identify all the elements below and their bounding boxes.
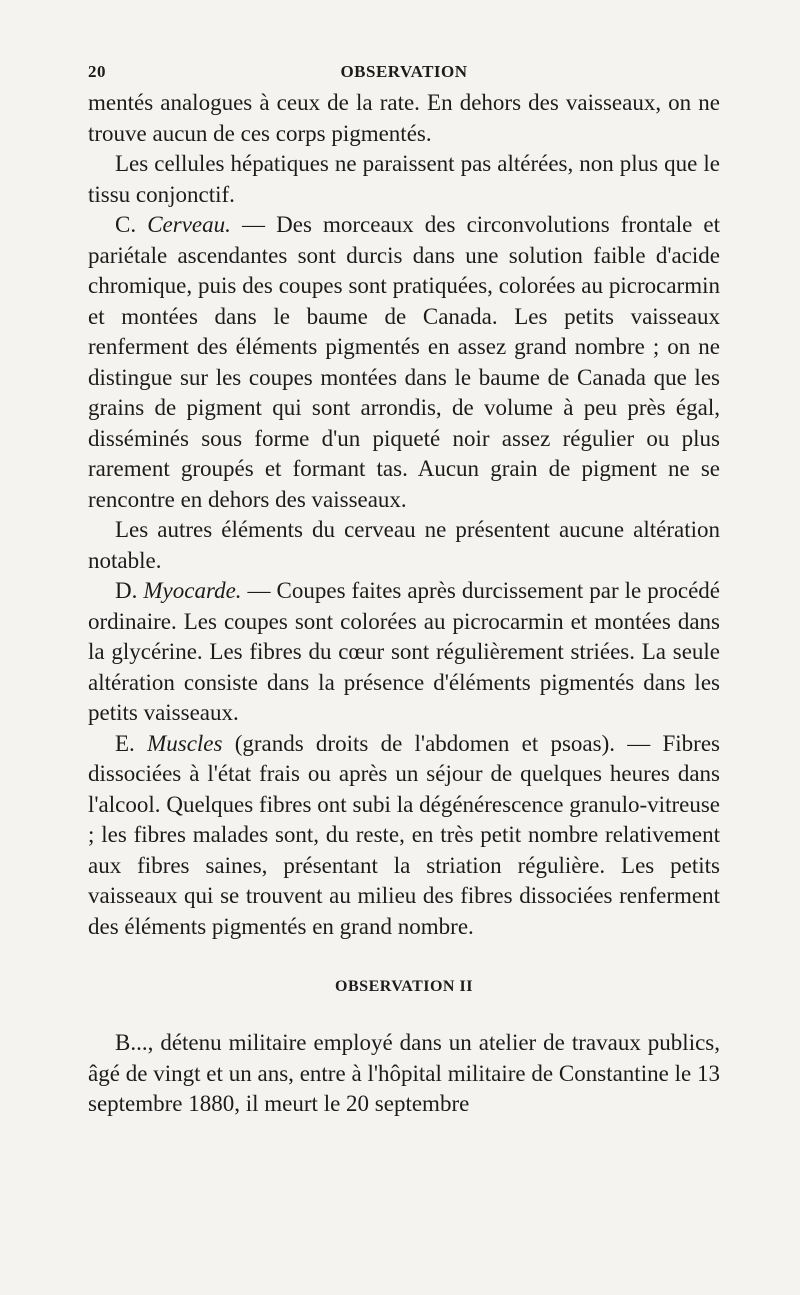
- paragraph-cerveau: [88, 210, 720, 515]
- paragraph-brain-other: Les autres éléments du cerveau ne présentent aucune altération notable.: [88, 517, 720, 573]
- section-label: E.: [115, 730, 135, 756]
- body-text: [88, 88, 720, 1120]
- section-text: — Coupes faites après durcissement par le procédé ordinaire. Les coupes sont colorées au picrocarmin et montées dans la glycérine. Les fibres du cœur sont régulièrement striées. La seule altération consiste dans la présence d'éléments pigmentés dans les petits vaisseaux.: [88, 578, 721, 725]
- paragraph-myocarde: [88, 576, 720, 729]
- section-heading: OBSERVATION II: [335, 978, 473, 995]
- paragraph-continuation: mentés analogues à ceux de la rate. En dehors des vaisseaux, on ne trouve aucun de ces corps pigmentés.: [88, 90, 720, 146]
- section-term: Muscles: [147, 730, 223, 756]
- page-header: [88, 58, 720, 88]
- running-head: OBSERVATION: [340, 62, 468, 81]
- section-term: Cerveau.: [147, 212, 231, 237]
- section-label: C.: [115, 212, 137, 237]
- paragraph-liver-cells: Les cellules hépatiques ne paraissent pas altérées, non plus que le tissu conjonctif.: [88, 151, 720, 207]
- page-number: 20: [88, 62, 106, 81]
- section-text: — Des morceaux des circonvolutions frontale et pariétale ascendantes sont durcis dans une solution faible d'acide chromique, puis des coupes sont pratiquées, colorées au picrocarmin et montées dans le baume de Canada. Les petits vaisseaux renferment des éléments pigmentés en assez grand nombre ; on ne distingue sur les coupes montées dans le baume de Canada que les grains de pigment qui sont arrondis, de volume à peu près égal, disséminés sous forme d'un piqueté noir assez régulier ou plus rarement groupés et formant tas. Aucun grain de pigment ne se rencontre en dehors des vaisseaux.: [88, 212, 721, 512]
- paragraph-observation-ii: B..., détenu militaire employé dans un atelier de travaux publics, âgé de vingt et un ans, entre à l'hôpital militaire de Constantine le 13 septembre 1880, il meurt le 20 septembre: [88, 1030, 720, 1116]
- section-text: (grands droits de l'abdomen et psoas). — Fibres dissociées à l'état frais ou après un séjour de quelques heures dans l'alcool. Quelques fibres ont subi la dégénérescence granulo-vitreuse ; les fibres malades sont, du reste, en très petit nombre relativement aux fibres saines, présentant la striation régulière. Les petits vaisseaux qui se trouvent au milieu des fibres dissociées renferment des éléments pigmentés en grand nombre.: [88, 730, 721, 939]
- page: [88, 58, 720, 1120]
- section-term: Myocarde.: [143, 578, 242, 603]
- section-label: D.: [115, 578, 138, 603]
- paragraph-muscles: [88, 729, 720, 943]
